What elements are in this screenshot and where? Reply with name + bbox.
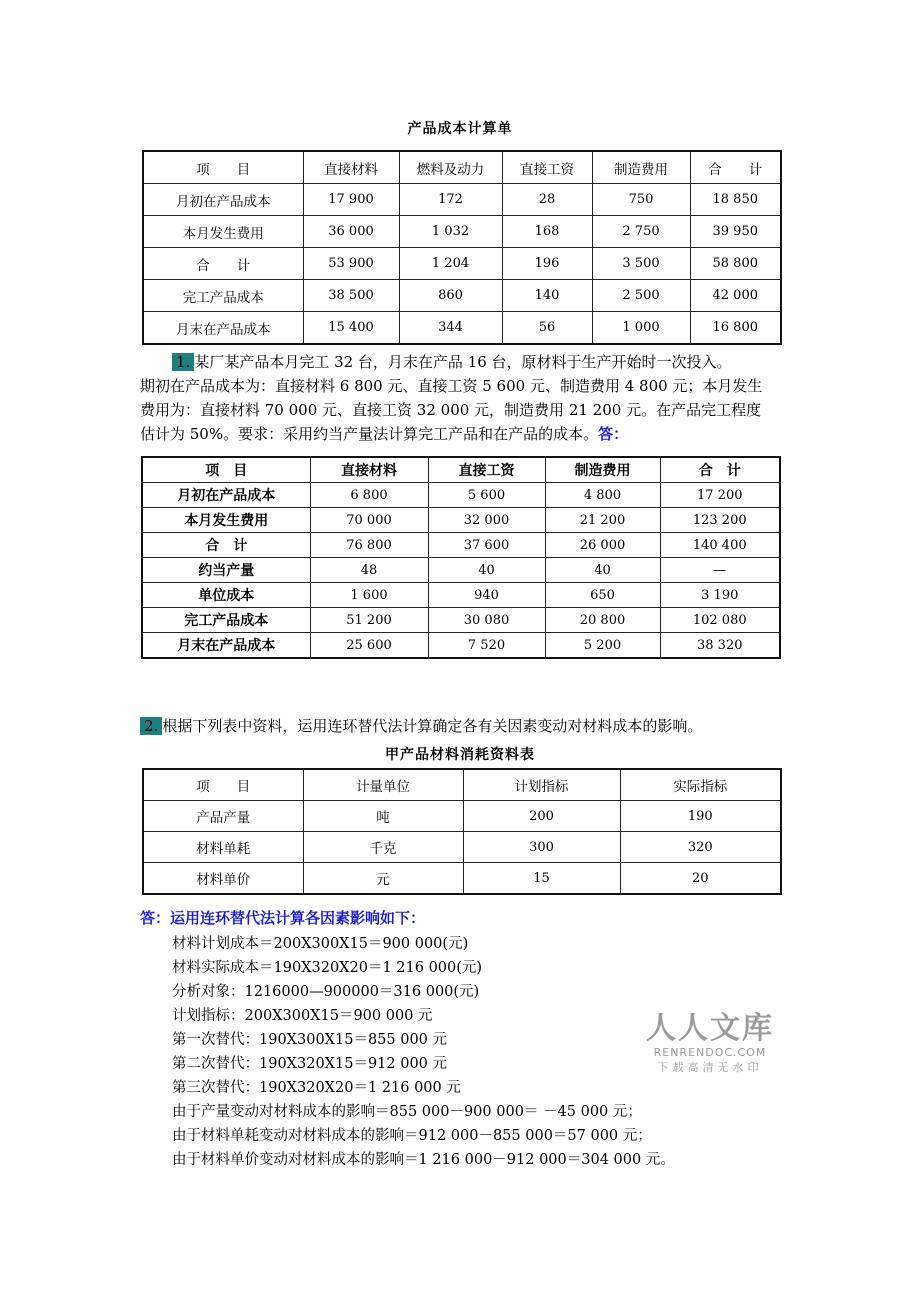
table-cell: 26 000 — [545, 533, 660, 558]
table-header-row — [142, 457, 780, 483]
table-cell: 123 200 — [660, 508, 780, 533]
table-cell: 15 — [463, 863, 620, 895]
table-cell: 76 800 — [310, 533, 428, 558]
watermark-domain: RENRENDOC.COM — [653, 1046, 767, 1059]
table-cell: 140 — [502, 280, 592, 312]
table-cell: 940 — [428, 583, 545, 608]
cost-calculation-table — [142, 150, 782, 345]
table1-title: 产品成本计算单 — [407, 121, 513, 137]
table-cell: 102 080 — [660, 608, 780, 633]
table-cell: 5 600 — [428, 483, 545, 508]
header-cell: 项 目 — [142, 457, 310, 483]
question-1-line — [140, 422, 800, 446]
calculation-line: 由于产量变动对材料成本的影响＝855 000－900 000＝ －45 000 元； — [172, 1104, 642, 1120]
calculation-line: 由于材料单耗变动对材料成本的影响＝912 000－855 000＝57 000 元； — [172, 1128, 652, 1144]
table-row — [142, 508, 780, 533]
watermark-logo-text: 人人文库 — [646, 1011, 774, 1046]
table-cell: 16 800 — [690, 312, 781, 345]
calculation-line: 分析对象：1216000—900000＝316 000(元) — [172, 984, 480, 1000]
table-cell: 32 000 — [428, 508, 545, 533]
table-row — [142, 583, 780, 608]
equivalent-units-table — [141, 456, 781, 659]
header-cell: 计划指标 — [463, 769, 620, 801]
question-text: 估计为 50%。要求：采用约当产量法计算完工产品和在产品的成本。 — [140, 425, 599, 443]
table-cell: 200 — [463, 801, 620, 832]
table-cell: — — [660, 558, 780, 583]
question-2 — [140, 714, 800, 738]
table-cell: 5 200 — [545, 633, 660, 659]
header-cell: 制造费用 — [545, 457, 660, 483]
calculation-line: 由于材料单价变动对材料成本的影响＝1 216 000－912 000＝304 000 元。 — [172, 1152, 675, 1168]
table-cell: 6 800 — [310, 483, 428, 508]
material-consumption-table — [142, 768, 782, 895]
table-cell: 190 — [620, 801, 781, 832]
table-cell: 7 520 — [428, 633, 545, 659]
table-cell: 1 204 — [399, 248, 502, 280]
question-text: 某厂某产品本月完工 32 台，月末在产品 16 台，原材料于生产开始时一次投入。 — [194, 353, 732, 371]
table-cell: 58 800 — [690, 248, 781, 280]
row-label: 月初在产品成本 — [142, 483, 310, 508]
table-cell: 40 — [545, 558, 660, 583]
table-cell: 25 600 — [310, 633, 428, 659]
table-cell: 2 750 — [592, 216, 690, 248]
row-label: 完工产品成本 — [143, 280, 303, 312]
table-cell: 140 400 — [660, 533, 780, 558]
table-cell: 1 000 — [592, 312, 690, 345]
table-row — [142, 558, 780, 583]
watermark — [640, 1012, 780, 1076]
header-cell: 实际指标 — [620, 769, 781, 801]
header-cell: 制造费用 — [592, 151, 690, 184]
header-cell: 合 计 — [690, 151, 781, 184]
header-cell: 项 目 — [143, 769, 303, 801]
table-cell: 17 900 — [303, 184, 399, 216]
table-cell: 172 — [399, 184, 502, 216]
header-cell: 直接材料 — [303, 151, 399, 184]
table-cell: 17 200 — [660, 483, 780, 508]
calculation-line: 第三次替代：190X320X20＝1 216 000 元 — [172, 1080, 461, 1096]
row-label: 本月发生费用 — [143, 216, 303, 248]
table-row — [142, 533, 780, 558]
calculation-line: 材料实际成本＝190X320X20＝1 216 000(元) — [172, 960, 483, 976]
watermark-tagline: 下载高清无水印 — [657, 1061, 763, 1074]
row-label: 材料单价 — [143, 863, 303, 895]
table-cell: 48 — [310, 558, 428, 583]
table-cell: 18 850 — [690, 184, 781, 216]
table-cell: 53 900 — [303, 248, 399, 280]
table-cell: 300 — [463, 832, 620, 863]
table-row — [142, 608, 780, 633]
answer-2-heading: 答：运用连环替代法计算各因素影响如下： — [140, 909, 426, 927]
question-text: 根据下列表中资料，运用连环替代法计算确定各有关因素变动对材料成本的影响。 — [162, 717, 703, 735]
table-header-row — [143, 151, 781, 184]
table-row — [143, 248, 781, 280]
question-number-badge: 1. — [172, 353, 194, 371]
table-cell: 51 200 — [310, 608, 428, 633]
row-label: 合 计 — [142, 533, 310, 558]
table-cell: 750 — [592, 184, 690, 216]
table-row — [143, 216, 781, 248]
header-cell: 直接材料 — [310, 457, 428, 483]
table-cell: 40 — [428, 558, 545, 583]
question-1-line — [140, 350, 800, 374]
table-cell: 56 — [502, 312, 592, 345]
row-label: 产品产量 — [143, 801, 303, 832]
table-cell: 168 — [502, 216, 592, 248]
table-cell: 20 — [620, 863, 781, 895]
table-cell: 1 600 — [310, 583, 428, 608]
table-header-row — [143, 769, 781, 801]
table-cell: 吨 — [303, 801, 463, 832]
row-label: 月初在产品成本 — [143, 184, 303, 216]
table-cell: 2 500 — [592, 280, 690, 312]
header-cell: 直接工资 — [428, 457, 545, 483]
table-cell: 344 — [399, 312, 502, 345]
answer-label: 答： — [598, 425, 629, 443]
table-cell: 70 000 — [310, 508, 428, 533]
question-text: 费用为：直接材料 70 000 元、直接工资 32 000 元，制造费用 21 200 元。在产品完工程度 — [140, 401, 762, 419]
calculation-line: 第一次替代：190X300X15＝855 000 元 — [172, 1032, 448, 1048]
table-cell: 4 800 — [545, 483, 660, 508]
row-label: 月末在产品成本 — [142, 633, 310, 659]
calculation-line: 第二次替代：190X320X15＝912 000 元 — [172, 1056, 448, 1072]
header-cell: 计量单位 — [303, 769, 463, 801]
table-cell: 38 500 — [303, 280, 399, 312]
table-row — [143, 801, 781, 832]
table-cell: 39 950 — [690, 216, 781, 248]
header-cell: 项 目 — [143, 151, 303, 184]
table-row — [142, 483, 780, 508]
row-label: 材料单耗 — [143, 832, 303, 863]
table-row — [143, 280, 781, 312]
table-row — [143, 863, 781, 895]
row-label: 合 计 — [143, 248, 303, 280]
table3-title: 甲产品材料消耗资料表 — [385, 747, 535, 763]
table-row — [143, 184, 781, 216]
table-cell: 3 500 — [592, 248, 690, 280]
row-label: 完工产品成本 — [142, 608, 310, 633]
row-label: 单位成本 — [142, 583, 310, 608]
table-cell: 20 800 — [545, 608, 660, 633]
table-cell: 30 080 — [428, 608, 545, 633]
table-cell: 28 — [502, 184, 592, 216]
table-cell: 196 — [502, 248, 592, 280]
header-cell: 燃料及动力 — [399, 151, 502, 184]
table-cell: 36 000 — [303, 216, 399, 248]
table-row — [143, 312, 781, 345]
header-cell: 直接工资 — [502, 151, 592, 184]
calculation-line: 计划指标：200X300X15＝900 000 元 — [172, 1008, 433, 1024]
calculation-line: 材料计划成本＝200X300X15＝900 000(元) — [172, 936, 469, 952]
table-cell: 38 320 — [660, 633, 780, 659]
row-label: 月末在产品成本 — [143, 312, 303, 345]
table-cell: 千克 — [303, 832, 463, 863]
table-cell: 21 200 — [545, 508, 660, 533]
question-1 — [140, 350, 800, 446]
table-cell: 42 000 — [690, 280, 781, 312]
table-cell: 320 — [620, 832, 781, 863]
table-cell: 860 — [399, 280, 502, 312]
header-cell: 合 计 — [660, 457, 780, 483]
table-cell: 650 — [545, 583, 660, 608]
question-text: 期初在产品成本为：直接材料 6 800 元、直接工资 5 600 元、制造费用 4 800 元；本月发生 — [140, 377, 763, 395]
table-cell: 元 — [303, 863, 463, 895]
row-label: 本月发生费用 — [142, 508, 310, 533]
table-cell: 37 600 — [428, 533, 545, 558]
table-row — [143, 832, 781, 863]
table-cell: 3 190 — [660, 583, 780, 608]
table-row — [142, 633, 780, 659]
table-cell: 1 032 — [399, 216, 502, 248]
question-number-badge: 2. — [140, 717, 162, 735]
table-cell: 15 400 — [303, 312, 399, 345]
row-label: 约当产量 — [142, 558, 310, 583]
